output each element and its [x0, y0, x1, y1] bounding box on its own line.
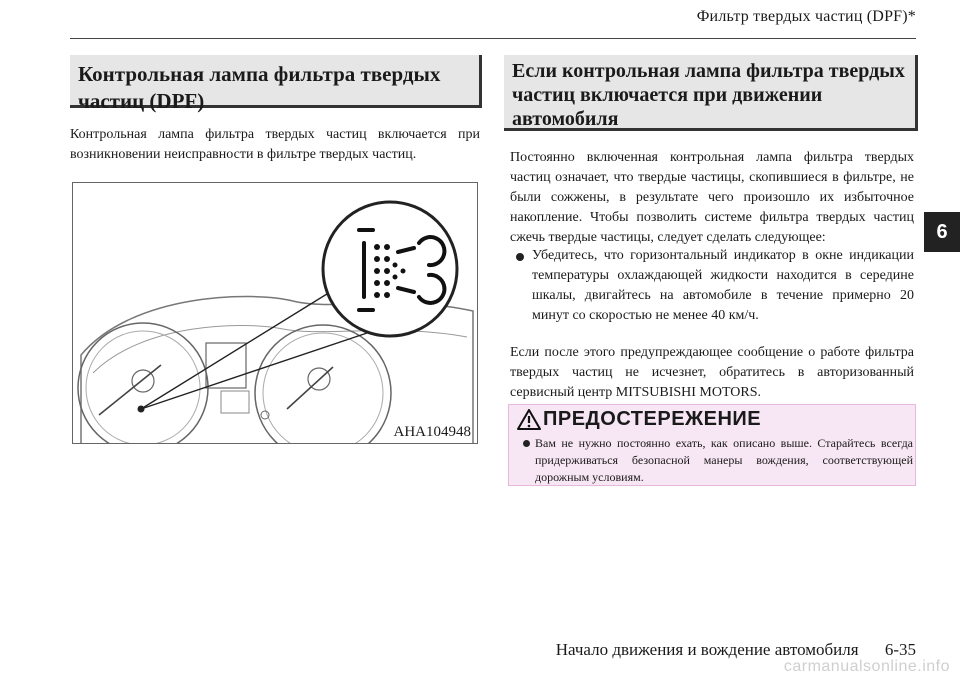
watermark: carmanualsonline.info — [783, 658, 950, 675]
header-rule — [70, 38, 916, 39]
bullet-instruction — [512, 246, 914, 326]
chapter-tab: 6 — [924, 212, 960, 252]
footer — [556, 640, 916, 660]
figure-label: AHA104948 — [393, 424, 471, 440]
paragraph-service-center: Если после этого предупреждающее сообщение о работе фильтра твердых частиц не исчезнет, обратитесь в авторизованный сервисный центр MITSUBISHI MOTORS. — [510, 345, 914, 400]
footer-section-title: Начало движения и вождение автомобиля — [555, 640, 859, 659]
paragraph-explanation: Постоянно включенная контрольная лампа фильтра твердых частиц означает, что твердые частицы, скопившиеся в фильтре, не были сожжены, в результате чего произошло их избыточное накопление. Чтобы позволить системе фильтра твердых частиц сжечь твердые частицы, следует сделать следующее: — [510, 150, 914, 245]
page-number: 6-35 — [884, 640, 916, 659]
section-heading-dpf-lamp: Контрольная лампа фильтра твердых частиц (DPF) — [70, 55, 482, 108]
running-header: Фильтр твердых частиц (DPF)* — [696, 8, 916, 25]
paragraph-dpf-lamp: Контрольная лампа фильтра твердых частиц включается при возникновении неисправности в фильтре твердых частиц. — [70, 127, 480, 162]
warning-bullet-dot — [523, 440, 530, 447]
bullet-dot — [516, 253, 524, 261]
bullet-text: Убедитесь, что горизонтальный индикатор в окне индикации температуры охлаждающей жидкости находится в середине шкалы, двигайтесь на автомобиле в течение примерно 20 минут со скоростью не менее 40 км/ч. — [532, 248, 914, 323]
instrument-cluster-illustration — [73, 183, 478, 444]
instrument-cluster-figure — [72, 182, 478, 444]
warning-title — [513, 407, 911, 431]
warning-text-body: Вам не нужно постоянно ехать, как описано выше. Старайтесь всегда придерживаться безопасной манеры вождения, соответствующей дорожным условиям. — [535, 436, 913, 484]
warning-box — [508, 404, 916, 486]
section-heading-lamp-while-driving: Если контрольная лампа фильтра твердых частиц включается при движении автомобиля — [504, 55, 918, 131]
warning-text — [521, 435, 913, 486]
warning-title-text: ПРЕДОСТЕРЕЖЕНИЕ — [543, 408, 762, 430]
warning-triangle-icon — [517, 409, 541, 430]
